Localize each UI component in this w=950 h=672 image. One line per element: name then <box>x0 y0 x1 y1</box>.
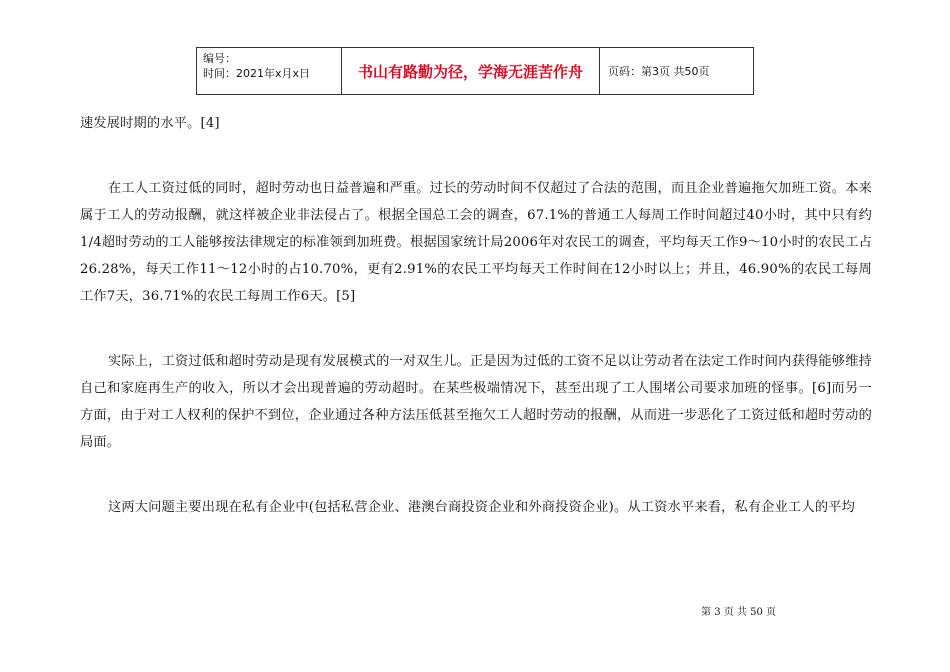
paragraph-4: 这两大问题主要出现在私有企业中(包括私营企业、港澳台商投资企业和外商投资企业)。从工资水平来看，私有企业工人的平均 <box>108 500 855 515</box>
document-body <box>80 110 872 521</box>
paragraph-2: 在工人工资过低的同时，超时劳动也日益普遍和严重。过长的劳动时间不仅超过了合法的范围，而且企业普遍拖欠加班工资。本来属于工人的劳动报酬，就这样被企业非法侵占了。根据全国总工会的调查，67.1%的普通工人每周工作时间超过40小时，其中只有约1/4超时劳动的工人能够按法律规定的标准领到加班费。根据国家统计局2006年对农民工的调查，平均每天工作9～10小时的农民工占26.28%，每天工作11～12小时的占10.70%，更有2.91%的农民工平均每天工作时间在12小时以上；并且，46.90%的农民工每周工作7天，36.71%的农民工每周工作6天。[5] <box>80 181 872 304</box>
paragraph-1: 速发展时期的水平。[4] <box>80 116 220 131</box>
paragraph-3: 实际上，工资过低和超时劳动是现有发展模式的一对双生儿。正是因为过低的工资不足以让劳动者在法定工作时间内获得能够维持自己和家庭再生产的收入，所以才会出现普遍的劳动超时。在某些极端情况下，甚至出现了工人围堵公司要求加班的怪事。[6]而另一方面，由于对工人权利的保护不到位，企业通过各种方法压低甚至拖欠工人超时劳动的报酬，从而进一步恶化了工资过低和超时劳动的局面。 <box>80 354 872 450</box>
header-motto: 书山有路勤为径，学海无涯苦作舟 <box>342 48 600 94</box>
header-page-info: 页码：第3页 共50页 <box>608 65 710 78</box>
header-meta <box>197 48 342 94</box>
time-label: 时间：2021年x月x日 <box>203 67 311 80</box>
page-header <box>196 47 754 95</box>
number-label: 编号： <box>203 52 236 65</box>
page-footer: 第 3 页 共 50 页 <box>701 607 776 618</box>
